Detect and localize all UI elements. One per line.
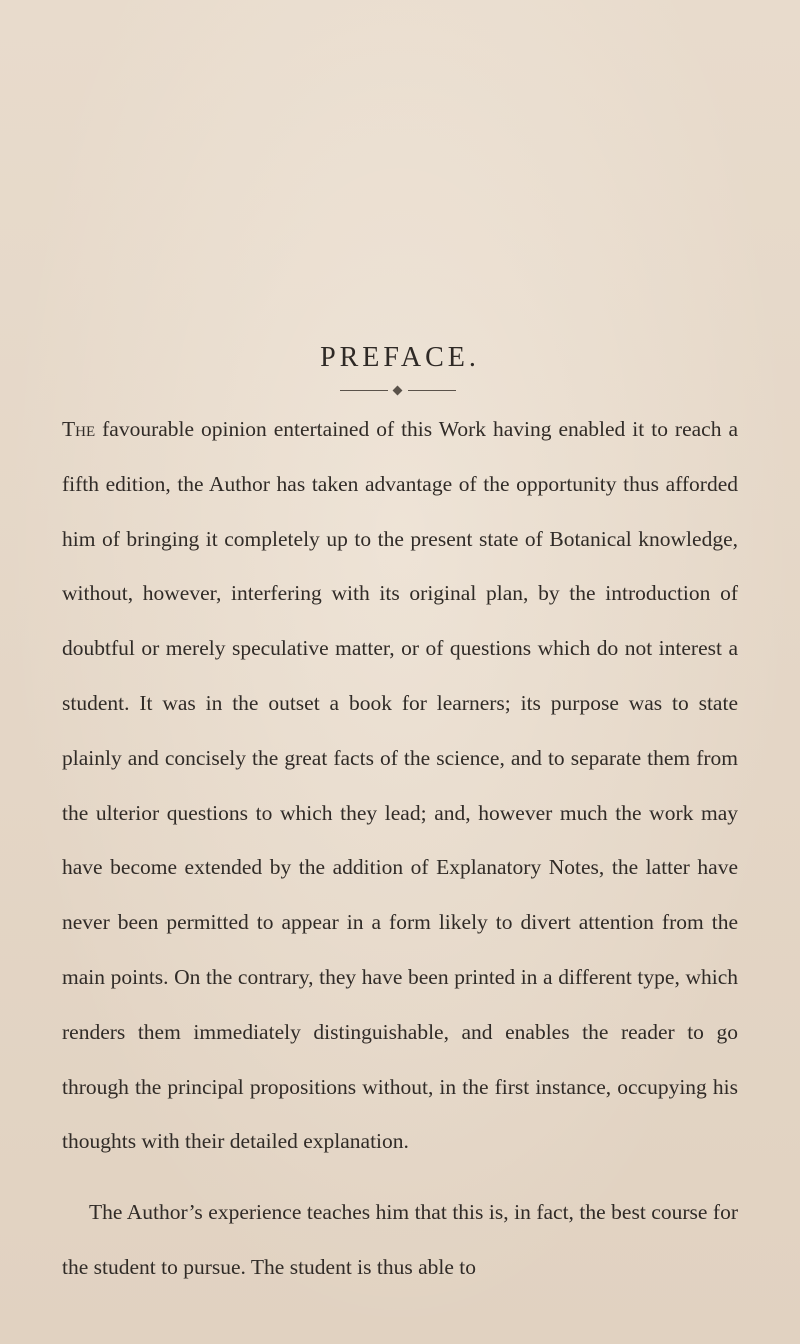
paragraph-1-text: favourable opinion entertained of this Work having enabled it to reach a fifth edition, the Author has taken advantage of the opportunity thus afforded him of bringing it completely up to the present state of Botanical knowledge, without, however, interfering with its original plan, by the introduction of doubtful or merely speculative matter, or of questions which do not interest a student. It was in the outset a book for learners; its purpose was to state plainly and concisely the great facts of the science, and to separate them from the ulterior questions to which they lead; and, however much the work may have become extended by the addition of Explanatory Notes, the latter have never been permitted to appear in a form likely to divert attention from the main points. On the contrary, they have been printed in a different type, which renders them immediately distinguishable, and enables the reader to go through the principal propositions without, in the first instance, occupying his thoughts with their detailed explanation.	[62, 417, 738, 1154]
title-ornament	[340, 386, 456, 396]
paragraph-2-text: The Author’s experience teaches him that this is, in fact, the best course for the student to pursue. The student is thus able to	[62, 1200, 738, 1279]
ornament-rule-right	[408, 390, 456, 391]
ornament-diamond	[393, 386, 403, 396]
paragraph-1	[62, 402, 738, 1169]
ornament-rule-left	[340, 390, 388, 391]
paragraph-2	[62, 1185, 738, 1295]
paragraph-1-lead: The	[62, 417, 96, 441]
preface-body	[62, 402, 738, 1295]
page-title: PREFACE.	[320, 342, 480, 373]
